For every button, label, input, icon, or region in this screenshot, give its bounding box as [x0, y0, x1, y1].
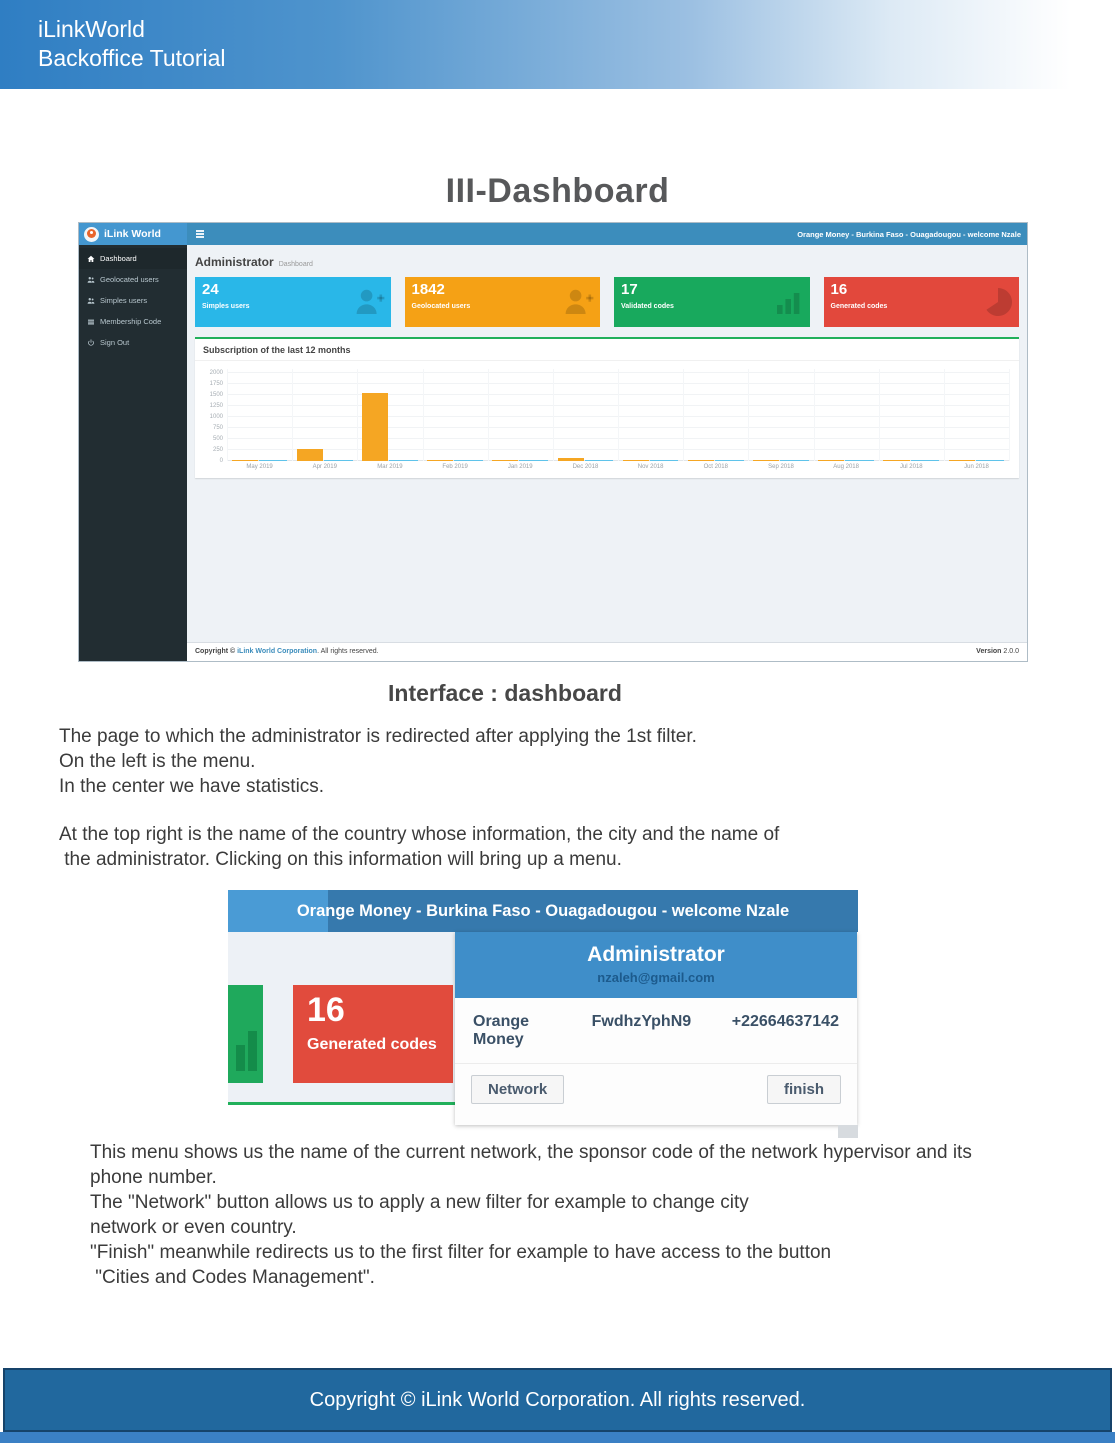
sidebar-item-geolocated-users[interactable]: Geolocated users: [79, 269, 187, 290]
header-line2: Backoffice Tutorial: [38, 45, 226, 71]
chart-bar: [492, 460, 518, 461]
chart-bar: [911, 460, 940, 462]
chart-y-tick: 250: [212, 447, 223, 453]
chart-bar-group: [357, 369, 422, 461]
chart-bar: [389, 460, 418, 462]
chart-bar-group: [618, 369, 683, 461]
chart-bar: [753, 460, 779, 461]
chart-y-tick: 500: [212, 436, 223, 442]
chart-bar: [454, 460, 483, 462]
home-icon: [87, 255, 95, 263]
page-title: III-Dashboard: [445, 172, 670, 210]
users-icon: [87, 297, 95, 305]
header-line1: iLinkWorld: [38, 16, 145, 42]
chart-bar: [818, 460, 844, 461]
dropdown-email: nzaleh@gmail.com: [597, 970, 715, 985]
validated-codes-card-partial: [228, 985, 263, 1083]
chart-bar: [585, 460, 614, 462]
stat-cards-row: [187, 277, 1027, 327]
chart-bar: [688, 460, 714, 461]
chart-x-tick: Nov 2018: [637, 464, 664, 470]
scrollbar-corner: [838, 1125, 858, 1138]
chart-bar-group: [423, 369, 488, 461]
chart-y-tick: 2000: [209, 370, 223, 376]
screenshot-caption: Interface : dashboard: [388, 680, 622, 706]
chart-bar: [558, 458, 584, 461]
version-label: Version: [976, 648, 1002, 655]
copyright-suffix: . All rights reserved.: [317, 648, 379, 655]
chart-bar-group: [748, 369, 813, 461]
chart-plot: [209, 369, 1009, 464]
ilink-logo-icon: [84, 227, 99, 242]
chart-bar-group: [292, 369, 357, 461]
chart-y-tick: 0: [219, 458, 223, 464]
chart-bar: [780, 460, 809, 462]
document-header: [0, 0, 1115, 89]
menu-screenshot: [228, 890, 858, 1138]
stat-card-generated-codes: 16 Generated codes: [824, 277, 1020, 327]
chart-bar: [883, 460, 909, 461]
chart-y-tick: 750: [212, 425, 223, 431]
chart-x-tick: Apr 2019: [312, 464, 337, 470]
phone-number: +22664637142: [731, 1013, 839, 1030]
chart-bar: [845, 460, 874, 462]
chart-bar: [623, 460, 649, 461]
bar-chart-icon: [248, 1031, 257, 1071]
corporation-link[interactable]: iLink World Corporation: [237, 648, 318, 655]
chart-bar-group: [553, 369, 618, 461]
chart-box: [195, 337, 1019, 478]
sidebar: [79, 245, 187, 661]
chart-gridline: [1009, 369, 1010, 461]
sidebar-item-simples-users[interactable]: Simples users: [79, 290, 187, 311]
chart-x-tick: Aug 2018: [833, 464, 859, 470]
chart-y-tick: 1750: [209, 381, 223, 387]
network-info-row: [455, 998, 857, 1049]
generated-codes-card: 16 Generated codes: [293, 985, 453, 1083]
chart-bar-group: [814, 369, 879, 461]
dashboard-topbar: [79, 223, 1027, 245]
chart-bar: [324, 460, 353, 462]
content-heading: [187, 245, 1027, 277]
pie-chart-icon: [982, 286, 1014, 318]
chart-y-tick: 1500: [209, 392, 223, 398]
chart-bar: [232, 460, 258, 461]
chart-bars: [227, 369, 1009, 461]
hamburger-icon[interactable]: [196, 230, 204, 238]
heading-title: Administrator: [195, 255, 274, 269]
chart-bar: [715, 460, 744, 462]
chart-bar-group: [944, 369, 1009, 461]
finish-button[interactable]: finish: [767, 1075, 841, 1104]
chart-bar-group: [227, 369, 292, 461]
list-icon: [87, 318, 95, 326]
chart-bar-group: [683, 369, 748, 461]
paragraph-1: The page to which the administrator is redirected after applying the 1st filter. On the left is the menu. In the center we have statistics.: [59, 726, 697, 797]
menu-topbar[interactable]: [228, 890, 858, 932]
chart-x-tick: Sep 2018: [768, 464, 794, 470]
chart-x-tick: Jun 2018: [964, 464, 989, 470]
dropdown-title: Administrator: [587, 943, 725, 966]
dropdown-header: [455, 932, 857, 998]
chart-bar: [976, 460, 1005, 462]
chart-bar-group: [879, 369, 944, 461]
network-name: Orange Money: [473, 1013, 530, 1048]
sponsor-code: FwdhzYphN9: [591, 1013, 692, 1030]
footer-text: Copyright © iLink World Corporation. All rights reserved.: [309, 1388, 806, 1411]
chart-title: Subscription of the last 12 months: [195, 339, 1019, 361]
brand-name: iLink World: [104, 228, 161, 240]
dashboard-main: [187, 245, 1027, 661]
chart-x-tick: Oct 2018: [703, 464, 728, 470]
stat-card-simples-users: 24 Simples users: [195, 277, 391, 327]
chart-bar: [949, 460, 975, 461]
menu-topbar-user-info[interactable]: Orange Money - Burkina Faso - Ouagadougou - welcome Nzale: [296, 901, 790, 920]
chart-area: [195, 361, 1019, 478]
chart-y-tick: 1250: [209, 403, 223, 409]
copyright-prefix: Copyright ©: [195, 648, 238, 655]
dashboard-footer: [187, 642, 1027, 661]
paragraph-2: At the top right is the name of the country whose information, the city and the name of the administrator. Clicking on this information will bring up a menu.: [59, 824, 780, 870]
chart-bar: [519, 460, 548, 462]
user-plus-icon: [563, 286, 595, 318]
topbar-user-info[interactable]: Orange Money - Burkina Faso - Ouagadougou - welcome Nzale: [797, 229, 1021, 239]
stat-card-validated-codes: 17 Validated codes: [614, 277, 810, 327]
chart-bar-group: [488, 369, 553, 461]
bar-chart-icon: [236, 1045, 245, 1071]
chart-y-tick: 1000: [209, 414, 223, 420]
document-footer: [3, 1368, 1112, 1432]
chart-bar: [259, 460, 288, 462]
footer-bottom-strip: [0, 1432, 1115, 1443]
chart-x-tick: May 2019: [246, 464, 273, 470]
chart-box-top-border: [228, 1102, 455, 1105]
power-icon: [87, 339, 95, 347]
brand-area: [79, 223, 187, 245]
user-plus-icon: [354, 286, 386, 318]
chart-x-tick: Feb 2019: [442, 464, 468, 470]
paragraph-3: This menu shows us the name of the current network, the sponsor code of the network hypervisor and its phone number. The "Network" button allows us to apply a new filter for example to change city network or even country. "Finish" meanwhile redirects us to the first filter for example to have access to the button "Cities and Codes Management".: [90, 1142, 972, 1288]
network-button[interactable]: Network: [471, 1075, 564, 1104]
chart-bar: [427, 460, 453, 461]
sidebar-item-dashboard[interactable]: Dashboard: [79, 248, 187, 269]
chart-x-tick: Mar 2019: [377, 464, 403, 470]
sidebar-item-membership-code[interactable]: Membership Code: [79, 311, 187, 332]
heading-breadcrumb: Dashboard: [278, 261, 313, 268]
sidebar-item-sign-out[interactable]: Sign Out: [79, 332, 187, 353]
chart-x-tick: Jul 2018: [899, 464, 923, 470]
dropdown-buttons: [455, 1064, 857, 1104]
user-dropdown-menu: [455, 932, 857, 1125]
dashboard-screenshot: [78, 222, 1028, 662]
chart-bar: [362, 393, 388, 461]
version-value: 2.0.0: [1003, 648, 1019, 655]
chart-x-labels: [227, 461, 1009, 474]
stat-card-geolocated-users: 1842 Geolocated users: [405, 277, 601, 327]
chart-bar: [650, 460, 679, 462]
chart-bar: [297, 449, 323, 461]
chart-x-tick: Jan 2019: [507, 464, 533, 470]
users-icon: [87, 276, 95, 284]
chart-x-tick: Dec 2018: [572, 464, 599, 470]
bar-chart-icon: [773, 286, 805, 318]
